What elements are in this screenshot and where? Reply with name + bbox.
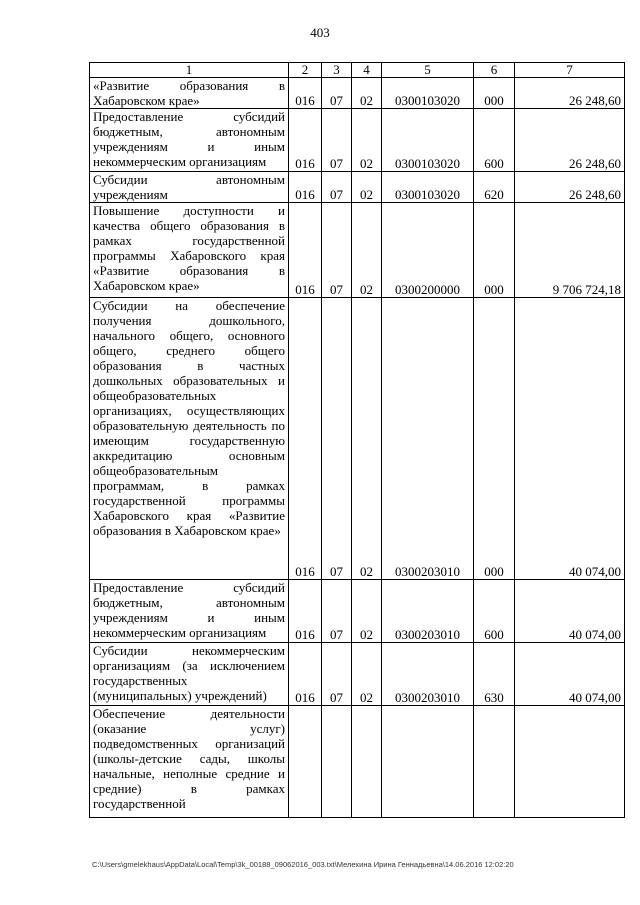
subsection-code-cell [352, 706, 382, 818]
amount-cell: 40 074,00 [515, 580, 625, 643]
amount-cell: 40 074,00 [515, 298, 625, 580]
row-name-cell: Субсидии на обеспечение получения дошкольного, начального общего, основного общего, среднего общего образования в частных дошкольных образовательных и общеобразовательных организациях, осуществляющих образовательную деятельность по имеющим государственную аккредитацию основным общеобразовательным программам, в рамках государственной программы Хабаровского края «Развитие образования в Хабаровском крае» [90, 298, 289, 580]
target-article-cell: 0300203010 [382, 580, 474, 643]
amount-cell: 26 248,60 [515, 78, 625, 109]
subsection-code-cell: 02 [352, 203, 382, 298]
amount-cell [515, 706, 625, 818]
subsection-code-cell: 02 [352, 298, 382, 580]
section-code-cell: 07 [322, 298, 352, 580]
table-row [90, 643, 625, 706]
table-row [90, 580, 625, 643]
row-name-cell: Субсидии некоммерческим организациям (за исключением государственных (муниципальных) учреждений) [90, 643, 289, 706]
target-article-cell: 0300103020 [382, 172, 474, 203]
column-header: 5 [382, 63, 474, 78]
table-row [90, 172, 625, 203]
page-number: 403 [310, 25, 330, 40]
amount-cell: 26 248,60 [515, 172, 625, 203]
expense-type-cell: 000 [474, 203, 515, 298]
subsection-code-cell: 02 [352, 580, 382, 643]
ministry-code-cell: 016 [289, 298, 322, 580]
table-row [90, 78, 625, 109]
row-name-cell: Субсидии автономным учреждениям [90, 172, 289, 203]
expense-type-cell: 000 [474, 78, 515, 109]
file-path-footer: C:\Users\gmelekhaus\AppData\Local\Temp\3k_00188_09062016_003.txt\Мелехина Ирина Геннадьевна\14.06.2016 12:02:20 [92, 860, 514, 869]
target-article-cell: 0300203010 [382, 298, 474, 580]
table-row [90, 203, 625, 298]
expense-type-cell: 600 [474, 109, 515, 172]
ministry-code-cell [289, 706, 322, 818]
row-name-cell: Предоставление субсидий бюджетным, автономным учреждениям и иным некоммерческим организациям [90, 109, 289, 172]
subsection-code-cell: 02 [352, 643, 382, 706]
section-code-cell: 07 [322, 78, 352, 109]
section-code-cell: 07 [322, 109, 352, 172]
section-code-cell: 07 [322, 580, 352, 643]
column-header: 1 [90, 63, 289, 78]
table-header-row [90, 63, 625, 78]
row-name-cell: Повышение доступности и качества общего образования в рамках государственной программы Хабаровского края «Развитие образования в Хабаровском крае» [90, 203, 289, 298]
ministry-code-cell: 016 [289, 580, 322, 643]
amount-cell: 9 706 724,18 [515, 203, 625, 298]
ministry-code-cell: 016 [289, 203, 322, 298]
row-name-cell: Обеспечение деятельности (оказание услуг) подведомственных организаций (школы-детские сады, школы начальные, неполные средние и средние) в рамках государственной [90, 706, 289, 818]
section-code-cell: 07 [322, 203, 352, 298]
section-code-cell: 07 [322, 172, 352, 203]
subsection-code-cell: 02 [352, 78, 382, 109]
target-article-cell [382, 706, 474, 818]
subsection-code-cell: 02 [352, 109, 382, 172]
amount-cell: 26 248,60 [515, 109, 625, 172]
column-header: 3 [322, 63, 352, 78]
expense-type-cell: 000 [474, 298, 515, 580]
table-row [90, 109, 625, 172]
ministry-code-cell: 016 [289, 78, 322, 109]
ministry-code-cell: 016 [289, 109, 322, 172]
section-code-cell [322, 706, 352, 818]
column-header: 4 [352, 63, 382, 78]
expense-type-cell: 600 [474, 580, 515, 643]
column-header: 6 [474, 63, 515, 78]
expense-type-cell: 620 [474, 172, 515, 203]
ministry-code-cell: 016 [289, 172, 322, 203]
table-row [90, 298, 625, 580]
target-article-cell: 0300200000 [382, 203, 474, 298]
expense-type-cell: 630 [474, 643, 515, 706]
ministry-code-cell: 016 [289, 643, 322, 706]
target-article-cell: 0300103020 [382, 109, 474, 172]
column-header: 7 [515, 63, 625, 78]
row-name-cell: Предоставление субсидий бюджетным, автономным учреждениям и иным некоммерческим организациям [90, 580, 289, 643]
subsection-code-cell: 02 [352, 172, 382, 203]
column-header: 2 [289, 63, 322, 78]
expense-type-cell [474, 706, 515, 818]
target-article-cell: 0300103020 [382, 78, 474, 109]
budget-table [89, 62, 625, 818]
target-article-cell: 0300203010 [382, 643, 474, 706]
section-code-cell: 07 [322, 643, 352, 706]
row-name-cell: «Развитие образования в Хабаровском крае» [90, 78, 289, 109]
amount-cell: 40 074,00 [515, 643, 625, 706]
table-row [90, 706, 625, 818]
